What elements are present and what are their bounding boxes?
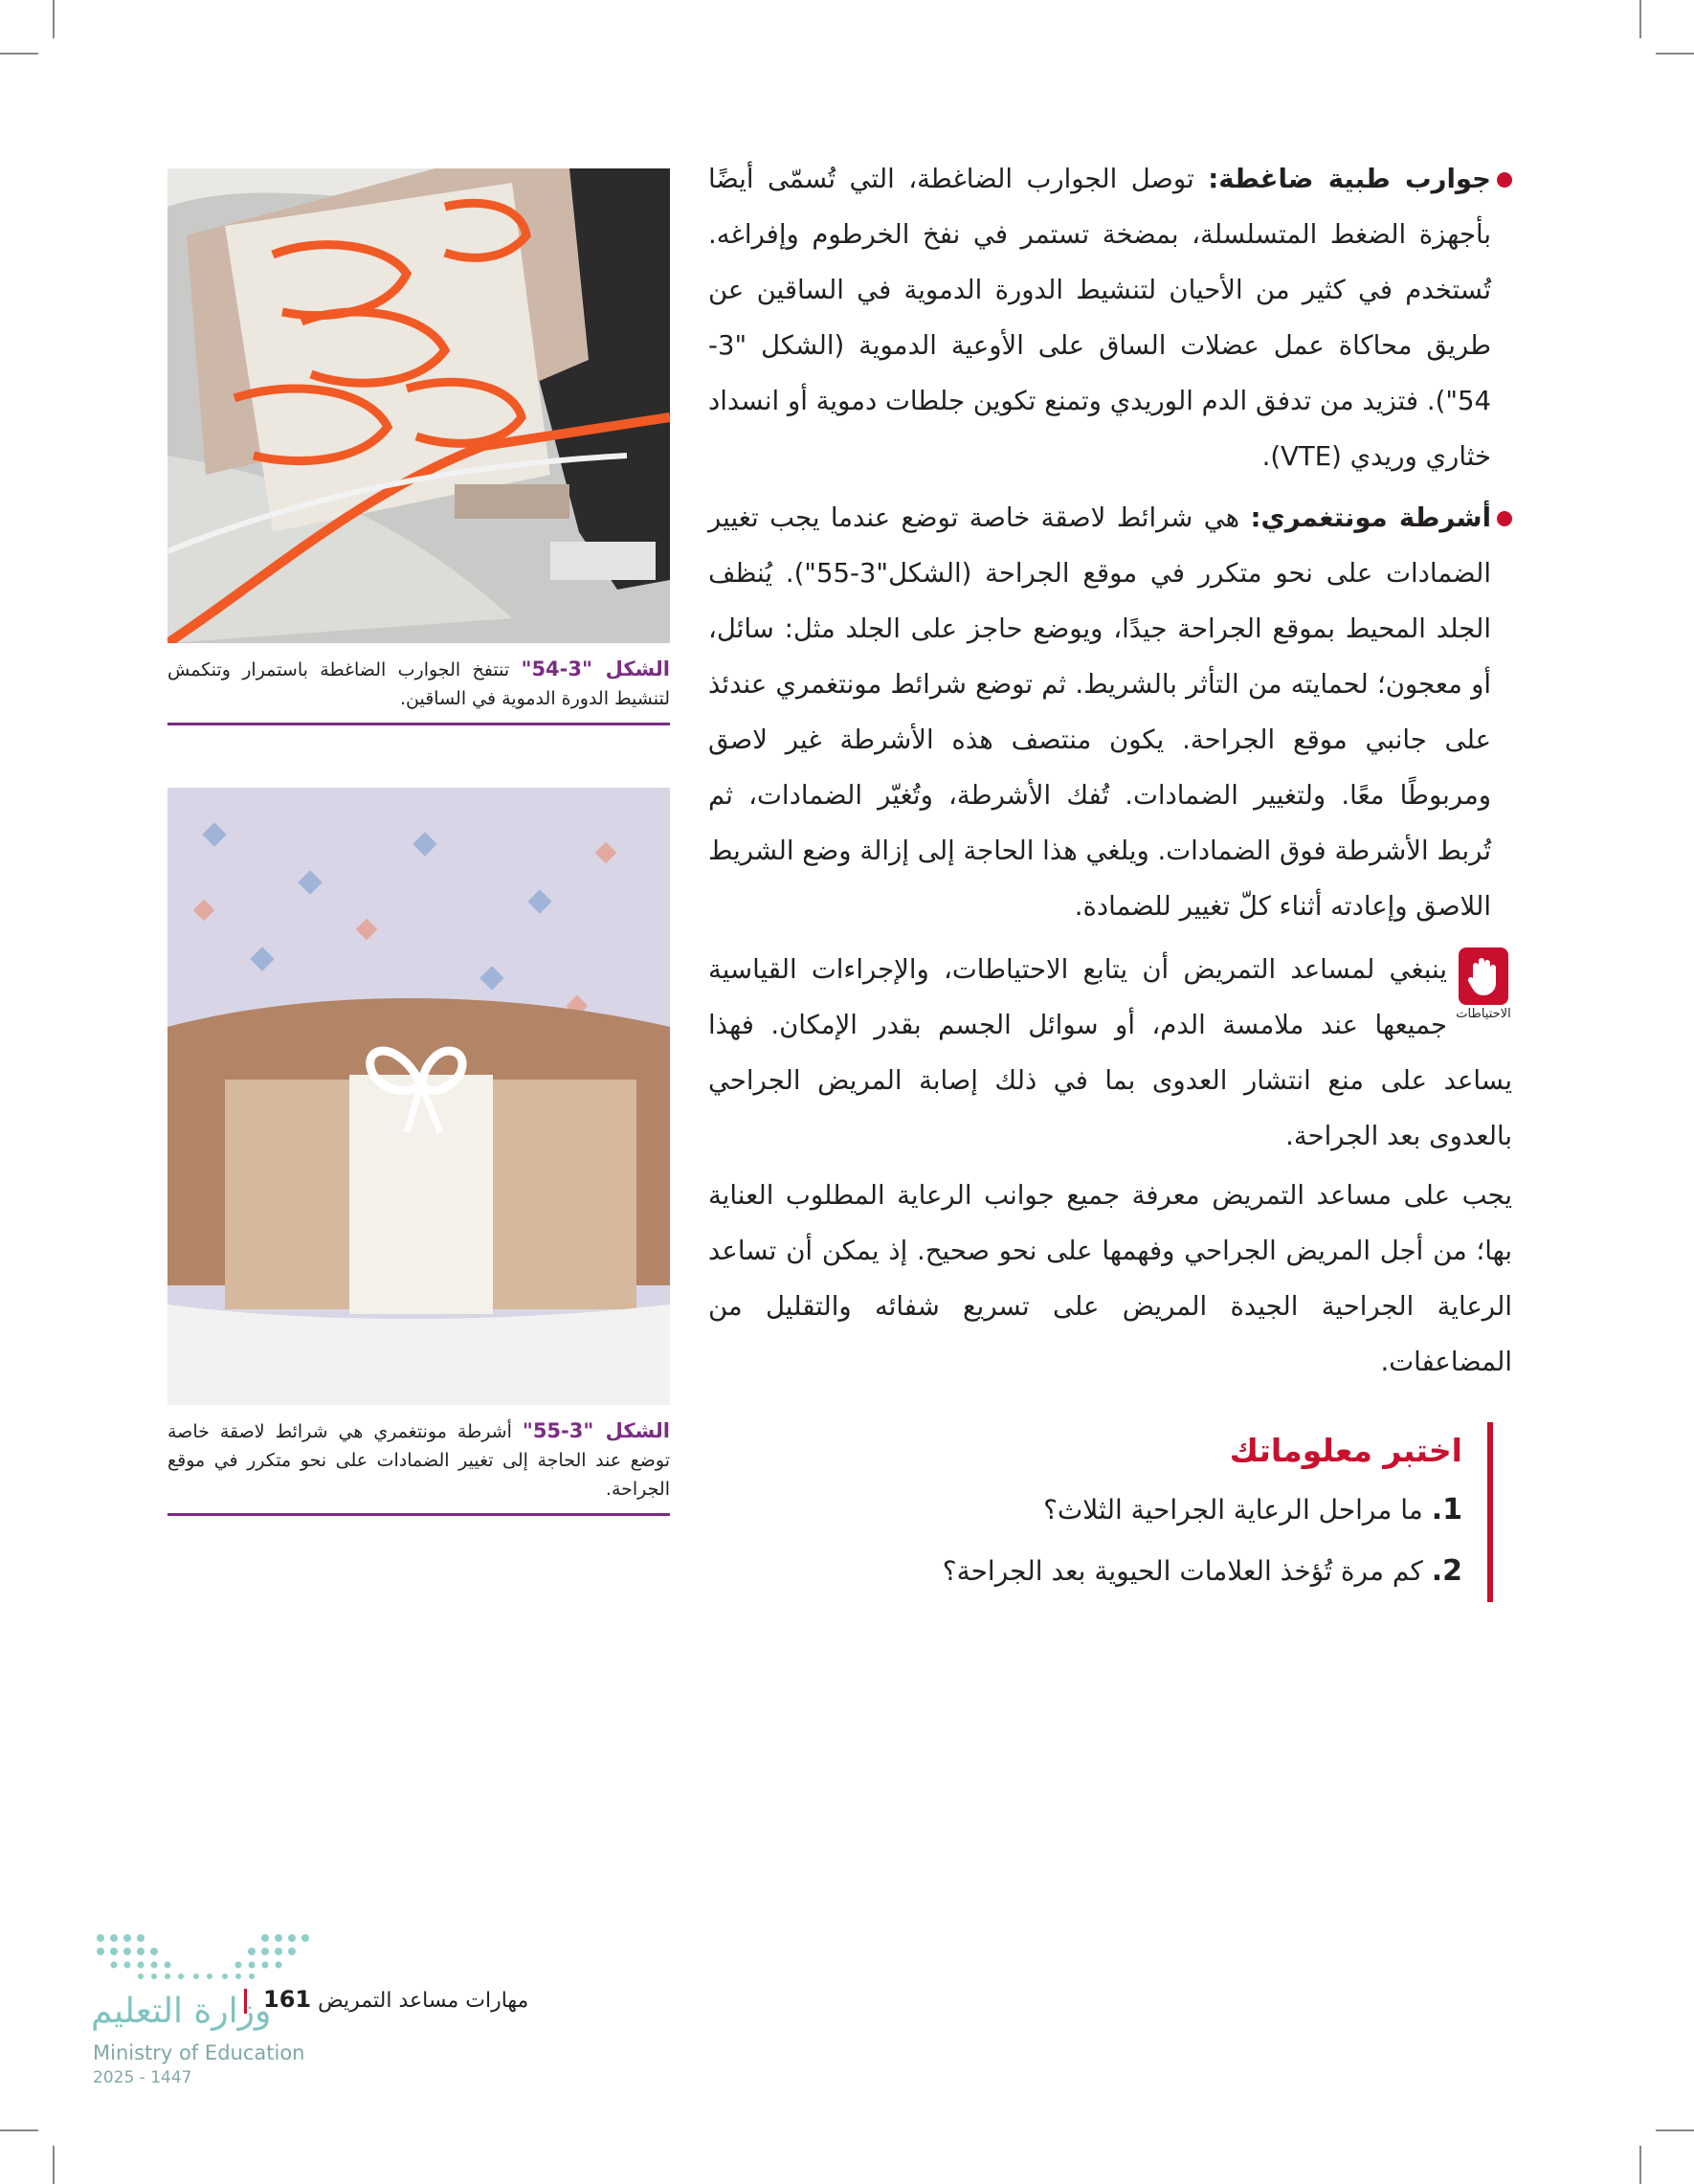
figure-caption-text: تنتفخ الجوارب الضاغطة باستمرار وتنكمش لتنشيط الدورة الدموية في الساقين. [167,659,670,709]
quiz-item [766,1541,1462,1602]
bullet-dot-icon [1497,511,1512,526]
figure-label: الشكل "3-55" [522,1419,670,1442]
closing-paragraph: يجب على مساعد التمريض معرفة جميع جوانب الرعاية المطلوب العناية بها؛ من أجل المريض الجراحي وفهمها على نحو صحيح. إذ يمكن أن تساعد الرعاية الجراحية الجيدة المريض على تسريع شفائه والتقليل من المضاعفات. [708,1180,1512,1377]
book-title: مهارات مساعد التمريض [318,1989,529,2013]
crop-mark [53,0,55,38]
page-number: 161 [263,1986,312,2013]
quiz-item-text: ما مراحل الرعاية الجراحية الثلاث؟ [1043,1494,1432,1526]
crop-mark [0,53,38,55]
crop-mark [1639,2146,1641,2184]
quiz-box [766,1422,1493,1602]
ministry-year: 2025 - 1447 [93,2068,192,2087]
quiz-item-text: كم مرة تُؤخذ العلامات الحيوية بعد الجراحة؟ [942,1555,1432,1587]
caution-note [708,942,1512,1164]
main-text-column [708,151,1512,1390]
bullet-montgomery-straps [708,490,1512,934]
crop-mark [0,2129,38,2131]
footer-book-title [234,1986,528,2014]
figure-label: الشكل "3-54" [521,657,670,680]
figure-caption-text: أشرطة مونتغمري هي شرائط لاصقة خاصة توضع عند الحاجة إلى تغيير الضمادات على نحو متكرر في موقع الجراحة. [167,1421,670,1500]
crop-mark [53,2146,55,2184]
page-footer [91,1928,531,2101]
quiz-item-number: 2. [1431,1554,1462,1588]
quiz-title: اختبر معلوماتك [1229,1432,1462,1469]
bullet-term: جوارب طبية ضاغطة: [1208,164,1491,194]
quiz-item-number: 1. [1431,1493,1462,1527]
quiz-item [766,1480,1462,1541]
bullet-text: هي شرائط لاصقة خاصة توضع عندما يجب تغيير الضمادات على نحو متكرر في موقع الجراحة (الشكل"3-55"). يُنظف الجلد المحيط بموقع الجراحة جيدًا، ويوضع حاجز على الجلد مثل: سائل، أو معجون؛ لحمايته من التأثر بالشريط. ثم توضع شرائط مونتغمري عندئذ على جانبي موقع الجراحة. يكون منتصف هذه الأشرطة غير لاصق ومربوطًا معًا. ولتغيير الضمادات. تُفك الأشرطة، وتُغيّر الضمادات، ثم تُربط الأشرطة فوق الضمادات. ويلغي هذا الحاجة إلى إزالة وضع الشريط اللاصق وإعادته أثناء كلّ تغيير للضمادة. [708,502,1491,922]
figure-caption [167,643,670,725]
caution-icon-label: الاحتياطات [1456,1007,1511,1021]
crop-mark [1656,53,1694,55]
bullet-dot-icon [1497,172,1512,188]
ministry-name-en: Ministry of Education [93,2041,305,2064]
caution-text: ينبغي لمساعد التمريض أن يتابع الاحتياطات، والإجراءات القياسية جميعها عند ملامسة الدم، أو سوائل الجسم بقدر الإمكان. فهذا يساعد على منع انتشار العدوى بما في ذلك إصابة المريض الجراحي بالعدوى بعد الجراحة. [708,954,1512,1151]
figure-caption [167,1405,670,1516]
crop-mark [1639,0,1641,38]
caution-icon [1455,947,1512,1028]
figure-3-55 [167,788,670,1516]
crop-mark [1656,2129,1694,2131]
ministry-logo-dots-icon [91,1928,321,1986]
bullet-compression-stockings [708,151,1512,484]
bullet-term: أشرطة مونتغمري: [1250,502,1491,533]
compression-stockings-photo [167,168,670,643]
montgomery-straps-photo [167,788,670,1405]
ministry-name-ar: وزارة التعليم [91,1992,272,2031]
figure-3-54 [167,168,670,725]
bullet-text: توصل الجوارب الضاغطة، التي تُسمّى أيضًا بأجهزة الضغط المتسلسلة، بمضخة تستمر في نفخ الخرطوم وإفراغه. تُستخدم في كثير من الأحيان لتنشيط الدورة الدموية في الساقين عن طريق محاكاة عمل عضلات الساق على الأوعية الدموية (الشكل "3-54"). فتزيد من تدفق الدم الوريدي وتمنع تكوين جلطات دموية أو انسداد خثاري وريدي (VTE). [708,164,1491,472]
stop-hand-icon [1459,947,1508,1005]
